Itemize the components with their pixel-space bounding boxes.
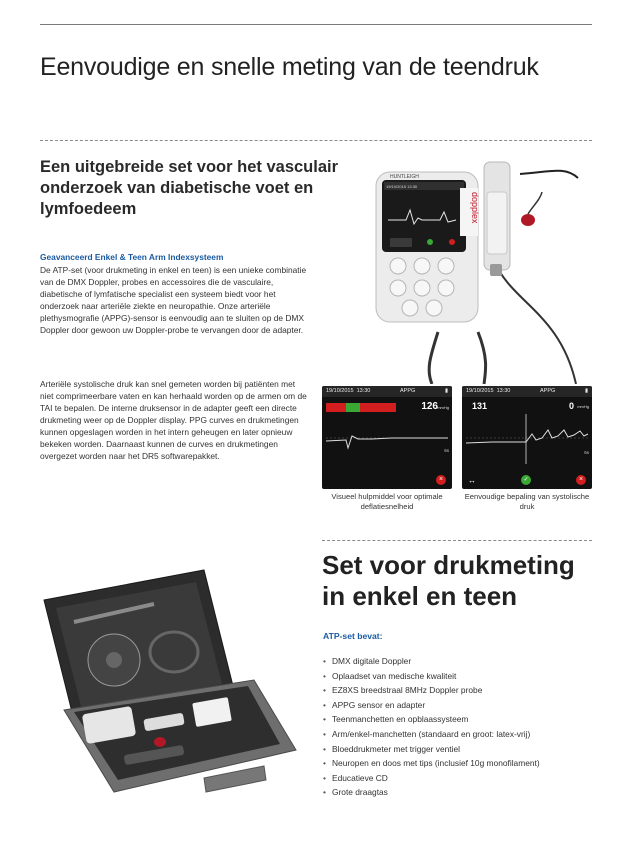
close-icon: × — [436, 475, 446, 485]
divider-lower — [322, 540, 592, 541]
list-item: • Oplaadset van medische kwaliteit — [323, 669, 603, 684]
pressure-value-left: 131 — [472, 401, 488, 411]
pressure-unit: mmHg — [437, 405, 449, 410]
carry-case-photo — [34, 560, 300, 800]
list-item: • Grote draagtas — [323, 785, 603, 800]
pressure-unit: mmHg — [577, 404, 589, 409]
list-item: • Teenmanchetten en opblaassysteem — [323, 712, 603, 727]
pressure-value-right: 0 — [568, 401, 574, 411]
doppler-device-illustration — [360, 152, 600, 384]
list-item: • Arm/enkel-manchetten (standaard en groot: latex-vrij) — [323, 727, 603, 742]
list-item: • APPG sensor en adapter — [323, 698, 603, 713]
doppler-device-photo — [360, 152, 600, 384]
device-label: dopplex — [470, 192, 480, 224]
set-contents-list — [323, 654, 603, 800]
section-title: Geavanceerd Enkel & Teen Arm Indexsysteem — [40, 252, 224, 262]
carry-case-illustration — [34, 560, 300, 800]
caption-systolic: Eenvoudige bepaling van systolische druk — [464, 492, 590, 511]
device-brand: HUNTLEIGH — [390, 174, 419, 180]
page-headline: Eenvoudige en snelle meting van de teendruk — [40, 53, 539, 81]
pressure-value: 126 — [421, 401, 438, 412]
battery-icon: ▮ — [584, 388, 588, 394]
screen-header: 19/10/2015 13:30 APPG ▮ — [322, 386, 452, 397]
systolic-trace — [462, 386, 592, 489]
section-subhead: Een uitgebreide set voor het vasculair onderzoek van diabetische voet en lymfoedeem — [40, 158, 339, 218]
screen-deflation — [322, 386, 452, 489]
paragraph-pressure: Arteriële systolische druk kan snel gemeten worden bij patiënten met niet comprimeerbare vaten en kan herhaald worden op de armen om de TAI te bepalen. De interne druksensor in de adapter geeft een directe drukmeting weer op de Doppler display. PPG curves en drukmetingen kunnen opgeslagen worden in het intern geheugen en later opnieuw bekeken worden. Daarnaast kunnen de curves en drukmetingen overgezet worden naar het DR5 softwarepakket. — [40, 379, 307, 461]
time-scale: 6s — [584, 450, 589, 455]
deflation-trace — [322, 386, 452, 489]
top-rule — [40, 24, 592, 25]
set-list-title: ATP-set bevat: — [323, 631, 383, 641]
list-item: • Educatieve CD — [323, 771, 603, 786]
list-item: • EZ8XS breedstraal 8MHz Doppler probe — [323, 683, 603, 698]
check-icon: ✓ — [521, 475, 531, 485]
close-icon: × — [576, 475, 586, 485]
screen-systolic — [462, 386, 592, 489]
divider-upper — [40, 140, 592, 141]
list-item: • Bloeddrukmeter met trigger ventiel — [323, 742, 603, 757]
screen-header: 19/10/2015 13:30 APPG ▮ — [462, 386, 592, 397]
device-screen-date: 19/10/2015 13:30 — [386, 184, 418, 189]
set-title: Set voor drukmeting in enkel en teen — [322, 550, 575, 611]
paragraph-intro: De ATP-set (voor drukmeting in enkel en teen) is een unieke combinatie van de DMX Doppler, probes en accessoires die de vasculaire, diabetische of lymfatische specialist een systeem biedt voor het onderzoek naar arteriële ziekte en neuropathie. Onze arteriële plethysmografie (APPG)-sensor is eenvoudig aan te sluiten op de DMX Doppler door gewoon uw Doppler-probe te vervangen door de adapter. — [40, 265, 307, 335]
arrows-icon: ↔ — [468, 476, 476, 485]
list-item: • DMX digitale Doppler — [323, 654, 603, 669]
battery-icon: ▮ — [444, 388, 448, 394]
list-item: • Neuropen en doos met tips (inclusief 10g monofilament) — [323, 756, 603, 771]
time-scale: 6s — [444, 448, 449, 453]
caption-deflation: Visueel hulpmiddel voor optimale deflatiesnelheid — [331, 492, 443, 511]
